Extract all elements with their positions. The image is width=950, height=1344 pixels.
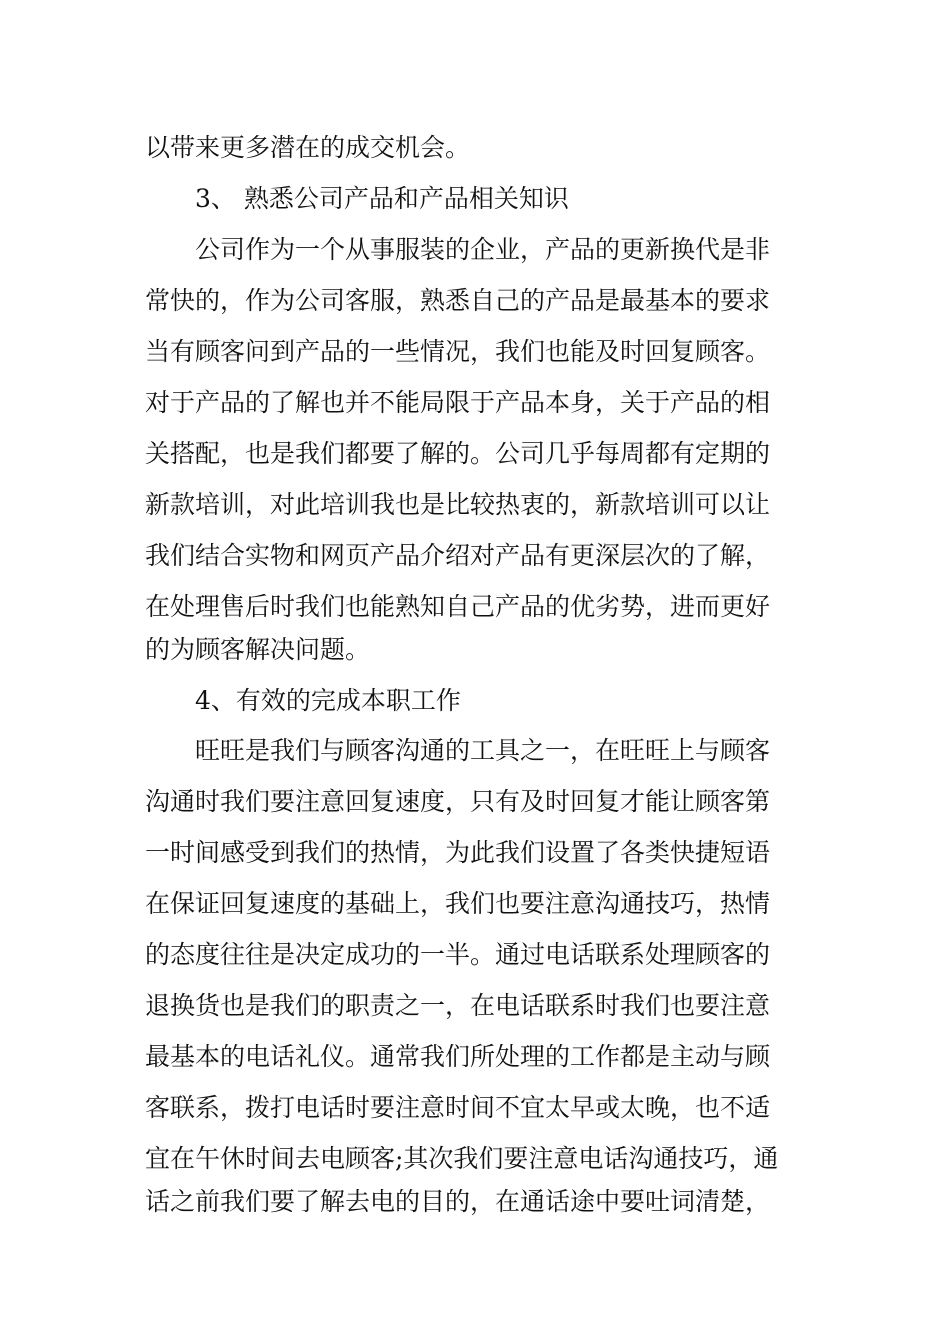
- section-heading: 4、有效的完成本职工作: [195, 686, 461, 715]
- text-line: 沟通时我们要注意回复速度，只有及时回复才能让顾客第: [145, 787, 771, 816]
- text-line: 一时间感受到我们的热情，为此我们设置了各类快捷短语: [145, 838, 771, 867]
- text-line: 的为顾客解决问题。: [145, 635, 371, 664]
- text-line: 退换货也是我们的职责之一，在电话联系时我们也要注意: [145, 991, 771, 1020]
- text-line: 宜在午休时间去电顾客;其次我们要注意电话沟通技巧，通: [145, 1144, 779, 1173]
- paragraph-first-line: 旺旺是我们与顾客沟通的工具之一，在旺旺上与顾客: [195, 736, 771, 765]
- text-line: 常快的，作为公司客服，熟悉自己的产品是最基本的要求: [145, 286, 771, 315]
- text-line: 对于产品的了解也并不能局限于产品本身，关于产品的相: [145, 388, 771, 417]
- text-line: 在保证回复速度的基础上，我们也要注意沟通技巧，热情: [145, 889, 771, 918]
- text-line: 的态度往往是决定成功的一半。通过电话联系处理顾客的: [145, 940, 771, 969]
- text-line: 客联系，拨打电话时要注意时间不宜太早或太晚，也不适: [145, 1093, 771, 1122]
- text-line: 我们结合实物和网页产品介绍对产品有更深层次的了解，: [145, 541, 771, 570]
- paragraph-first-line: 公司作为一个从事服装的企业，产品的更新换代是非: [195, 235, 771, 264]
- text-line: 在处理售后时我们也能熟知自己产品的优劣势，进而更好: [145, 592, 771, 621]
- text-line: 以带来更多潜在的成交机会。: [145, 133, 471, 162]
- section-heading: 3、 熟悉公司产品和产品相关知识: [195, 184, 569, 213]
- text-line: 新款培训，对此培训我也是比较热衷的，新款培训可以让: [145, 490, 771, 519]
- text-line: 最基本的电话礼仪。通常我们所处理的工作都是主动与顾: [145, 1042, 771, 1071]
- text-line: 关搭配，也是我们都要了解的。公司几乎每周都有定期的: [145, 439, 771, 468]
- text-line: 当有顾客问到产品的一些情况，我们也能及时回复顾客。: [145, 337, 771, 366]
- text-line: 话之前我们要了解去电的目的，在通话途中要吐词清楚，: [145, 1187, 771, 1216]
